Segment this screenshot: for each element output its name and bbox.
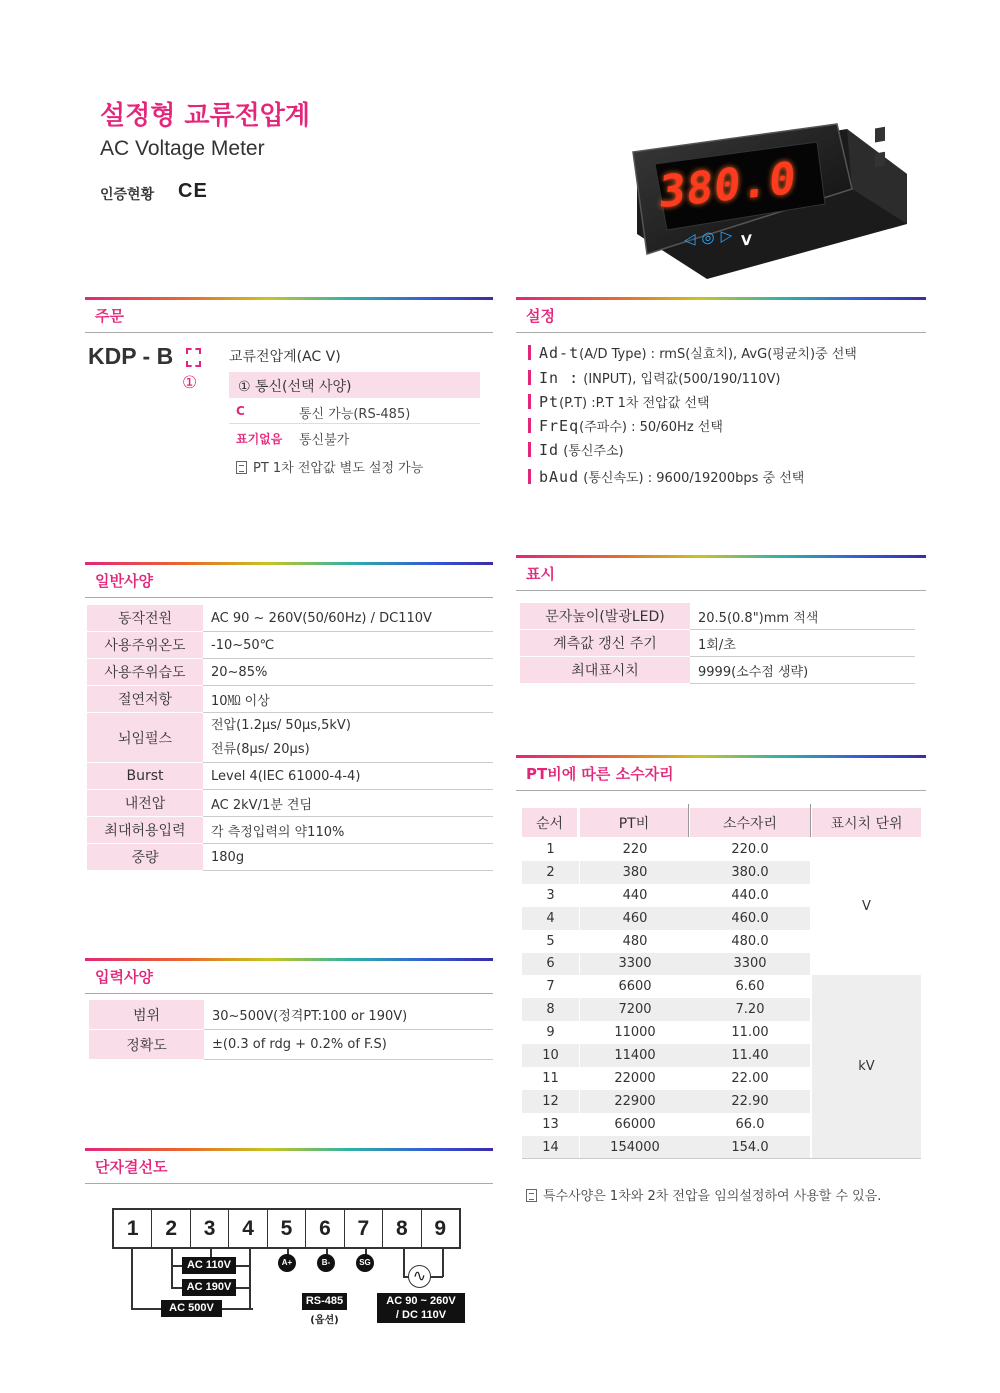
pt-cell: 22.00 — [731, 1070, 769, 1086]
spec-row — [87, 632, 493, 659]
setting-code: In : — [539, 369, 580, 387]
pt-cell: 460.0 — [690, 907, 810, 930]
option-slot-box — [186, 348, 201, 367]
option-key: 표기없음 — [236, 432, 283, 446]
setting-text: (P.T) :P.T 1차 전압값 선택 — [559, 396, 710, 411]
pt-cell: 11000 — [614, 1025, 656, 1041]
setting-line — [528, 392, 710, 411]
pt-cell: 6600 — [618, 979, 652, 995]
option-value: 통신 가능(RS-485) — [299, 407, 411, 422]
spec-label: 절연저항 — [87, 686, 203, 712]
section-title: 단자결선도 — [95, 1158, 168, 1176]
option-key: C — [236, 404, 245, 418]
spec-value-line: 전류(8μs/ 20μs) — [211, 741, 310, 757]
pt-cell: 11.00 — [731, 1025, 769, 1041]
input-section-header — [85, 958, 493, 994]
pt-cell: 380.0 — [690, 861, 810, 884]
pt-cell: 8 — [522, 998, 579, 1021]
pt-cell: 154000 — [580, 1136, 690, 1159]
option-slot-number: ① — [182, 373, 198, 393]
spec-label: 정확도 — [89, 1030, 204, 1059]
product-name: 교류전압계(AC V) — [229, 349, 341, 365]
front-buttons-icon: ◁◎▷ — [684, 225, 739, 249]
spec-row — [87, 844, 493, 871]
ce-mark-icon: CE — [178, 180, 208, 202]
pt-cell: 9 — [546, 1025, 555, 1041]
display-section-header — [516, 555, 926, 591]
pt-cell: 22000 — [614, 1070, 656, 1086]
spec-value: 9999(소수점 생략) — [690, 657, 915, 684]
pt-cell: 11.40 — [690, 1044, 810, 1067]
page-subtitle: AC Voltage Meter — [100, 137, 265, 160]
spec-row — [87, 763, 493, 790]
document-icon — [526, 1189, 537, 1202]
ac-source-icon: ∿ — [408, 1265, 431, 1288]
pt-cell: 480 — [622, 933, 648, 949]
spec-label: 계측값 갱신 주기 — [520, 630, 690, 656]
pt-cell: 12 — [522, 1090, 579, 1113]
cert-label: 인증현황 — [100, 187, 155, 203]
terminal: 3 — [191, 1210, 229, 1247]
ac110-label: AC 110V — [182, 1257, 236, 1274]
pt-cell: 154.0 — [690, 1136, 810, 1159]
pt-cell: 3 — [546, 887, 555, 903]
spec-row — [520, 657, 915, 684]
pt-cell: 220.0 — [731, 841, 769, 857]
option-title-row — [229, 372, 480, 398]
spec-value: 180g — [203, 844, 493, 871]
setting-line — [528, 467, 804, 486]
pt-table-bottom-rule — [522, 1158, 921, 1159]
power-label — [377, 1293, 465, 1323]
pt-cell: 220 — [622, 841, 648, 857]
spec-value: 1회/초 — [690, 630, 915, 657]
pt-cell: 13 — [542, 1116, 559, 1132]
terminal-block — [112, 1208, 461, 1249]
order-note — [236, 457, 423, 476]
section-title: 표시 — [526, 565, 555, 583]
pt-cell: 14 — [522, 1136, 579, 1159]
section-title: 설정 — [526, 307, 555, 325]
product-image — [617, 104, 917, 289]
pt-cell: 10 — [522, 1044, 579, 1067]
setting-code: Pt — [539, 393, 560, 411]
setting-line — [528, 343, 857, 362]
pt-cell: 1 — [546, 841, 555, 857]
option-row — [229, 424, 480, 450]
spec-row — [520, 603, 915, 630]
section-title: 일반사양 — [95, 572, 153, 590]
terminal: 9 — [434, 1216, 447, 1240]
pt-cell: 6.60 — [735, 979, 765, 995]
document-icon — [236, 461, 247, 474]
pt-section-header — [516, 755, 926, 791]
option-title: ① 통신(선택 사양) — [238, 379, 352, 395]
spec-label: 최대표시치 — [520, 657, 690, 683]
section-title: PT비에 따른 소수자리 — [526, 765, 674, 783]
pt-cell: 440 — [622, 887, 648, 903]
setting-line — [528, 416, 723, 435]
pt-cell: 6 — [522, 953, 579, 976]
spec-label: 문자높이(발광LED) — [520, 603, 690, 629]
setting-text: (INPUT), 입력값(500/190/110V) — [579, 372, 781, 387]
pt-cell: 7 — [546, 979, 555, 995]
page-title: 설정형 교류전압계 — [100, 101, 310, 131]
spec-value: 20.5(0.8")mm 적색 — [690, 603, 915, 630]
general-section-header — [85, 562, 493, 598]
spec-row — [89, 1030, 493, 1060]
spec-row — [87, 713, 493, 763]
pt-cell: 66.0 — [735, 1116, 765, 1132]
pt-cell: 440.0 — [731, 887, 769, 903]
spec-value: ±(0.3 of rdg + 0.2% of F.S) — [204, 1030, 493, 1060]
rs485-option: (옵션) — [310, 1315, 339, 1326]
model-code: KDP - B — [88, 343, 174, 369]
power-label-line: AC 90 ~ 260V — [386, 1295, 456, 1307]
pt-cell: 7200 — [580, 998, 690, 1021]
setting-text: (A/D Type) : rmS(실효치), AvG(평균치)중 선택 — [579, 347, 857, 362]
option-row — [229, 398, 480, 424]
pt-cell: 11400 — [580, 1044, 690, 1067]
order-section-header — [85, 297, 493, 333]
pt-cell: 3300 — [690, 953, 810, 976]
ac500-label: AC 500V — [161, 1300, 222, 1317]
section-title: 주문 — [95, 307, 124, 325]
pt-note — [526, 1185, 881, 1204]
setting-text: (통신주소) — [559, 444, 624, 459]
spec-label: 최대허용입력 — [87, 817, 203, 843]
pt-cell: 22.90 — [690, 1090, 810, 1113]
option-value: 통신불가 — [299, 433, 350, 448]
setting-line — [528, 368, 780, 387]
spec-value-line: 전압(1.2μs/ 50μs,5kV) — [211, 717, 351, 733]
pin-a-icon: A+ — [278, 1254, 296, 1272]
spec-row — [87, 686, 493, 713]
pin-b-icon: B- — [317, 1254, 335, 1272]
rs485-label: RS-485 — [302, 1293, 347, 1310]
spec-label: 뇌임펄스 — [87, 713, 203, 762]
pt-cell: 66000 — [614, 1116, 656, 1132]
spec-label: 범위 — [89, 1000, 204, 1029]
spec-row — [520, 630, 915, 657]
setting-text: (주파수) : 50/60Hz 선택 — [579, 420, 723, 435]
setting-code: bAud — [539, 468, 580, 486]
terminal: 5 — [268, 1210, 306, 1247]
spec-row — [87, 659, 493, 686]
pt-cell: 460 — [580, 907, 690, 930]
pt-header-cell: 소수자리 — [690, 808, 810, 837]
pt-cell: 480.0 — [731, 933, 769, 949]
order-note-text: PT 1차 전압값 별도 설정 가능 — [253, 461, 424, 476]
spec-value: Level 4(IEC 61000-4-4) — [203, 763, 493, 790]
spec-value: AC 2kV/1분 견딤 — [203, 790, 493, 817]
spec-label: 동작전원 — [87, 605, 203, 631]
terminal: 8 — [383, 1210, 421, 1247]
pt-header-cell: 표시치 단위 — [812, 808, 921, 837]
spec-value — [203, 713, 493, 763]
pt-cell: 7.20 — [690, 998, 810, 1021]
pt-header-cell: 순서 — [522, 808, 577, 837]
pt-note-text: 특수사양은 1차와 2차 전압을 임의설정하여 사용할 수 있음. — [543, 1189, 882, 1204]
unit-v-cell: V — [812, 838, 921, 975]
setting-code: Id — [539, 441, 560, 459]
ac190-label: AC 190V — [182, 1279, 236, 1296]
pt-cell: 4 — [522, 907, 579, 930]
section-title: 입력사양 — [95, 968, 153, 986]
unit-label: V — [741, 232, 752, 250]
spec-value: AC 90 ~ 260V(50/60Hz) / DC110V — [203, 605, 493, 632]
setting-text: (통신속도) : 9600/19200bps 중 선택 — [579, 471, 805, 486]
setting-line — [528, 440, 624, 459]
spec-label: Burst — [87, 763, 203, 789]
wiring-section-header — [85, 1148, 493, 1184]
power-label-line: / DC 110V — [395, 1309, 447, 1321]
spec-row — [87, 817, 493, 844]
terminal: 7 — [345, 1210, 383, 1247]
led-display: 380.0 — [657, 152, 799, 219]
terminal: 2 — [152, 1210, 190, 1247]
pt-cell: 11 — [542, 1070, 559, 1086]
spec-row — [89, 1000, 493, 1030]
pt-header-cell: PT비 — [580, 808, 688, 837]
spec-value: 30~500V(정격PT:100 or 190V) — [204, 1000, 493, 1030]
pt-cell: 380 — [580, 861, 690, 884]
terminal: 6 — [306, 1210, 344, 1247]
spec-row — [87, 790, 493, 817]
spec-label: 내전압 — [87, 790, 203, 816]
spec-value: -10~50℃ — [203, 632, 493, 659]
spec-value: 각 측정입력의 약110% — [203, 817, 493, 844]
setting-code: FrEq — [539, 417, 580, 435]
spec-label: 중량 — [87, 844, 203, 870]
terminal: 4 — [229, 1210, 267, 1247]
spec-row — [87, 605, 493, 632]
setting-code: Ad-t — [539, 344, 580, 362]
pt-cell: 22900 — [580, 1090, 690, 1113]
pt-cell: 5 — [546, 933, 555, 949]
settings-section-header — [516, 297, 926, 333]
unit-kv-cell: kV — [812, 975, 921, 1158]
spec-label: 사용주위습도 — [87, 659, 203, 685]
terminal: 1 — [114, 1210, 152, 1247]
pin-sg-icon: SG — [356, 1254, 374, 1272]
spec-label: 사용주위온도 — [87, 632, 203, 658]
spec-value: 10㏁ 이상 — [203, 686, 493, 713]
pt-cell: 2 — [522, 861, 579, 884]
spec-value: 20~85% — [203, 659, 493, 686]
pt-cell: 3300 — [580, 953, 690, 976]
